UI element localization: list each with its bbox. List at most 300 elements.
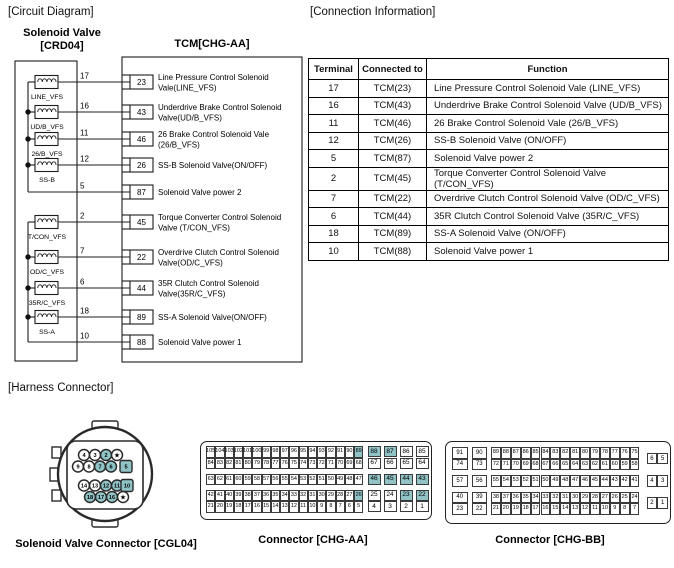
function-cell: Line Pressure Control Solenoid Vale (LINE_VFS) <box>427 80 669 98</box>
chg-aa-pin: 103 <box>225 446 234 458</box>
chg-bb-pin: 63 <box>580 459 590 471</box>
chg-bb-pin: 76 <box>620 447 630 459</box>
function-cell: Overdrive Clutch Control Solenoid Valve (OD/C_VFS) <box>427 190 669 208</box>
chg-bb-pin: 66 <box>550 459 560 471</box>
chg-aa-pin: 99 <box>262 446 271 458</box>
connected-to-cell: TCM(89) <box>359 225 427 243</box>
chg-aa-pin: 100 <box>252 446 261 458</box>
coil-label: 35R/C_VFS <box>28 300 66 307</box>
chg-bb-pin: 62 <box>590 459 600 471</box>
function-text: Valve(UD/B_VFS) <box>158 113 222 123</box>
chg-aa-pin: 24 <box>384 490 397 501</box>
chg-aa-pin: 28 <box>336 490 345 502</box>
chg-bb-pin: 15 <box>550 503 560 515</box>
chg-bb-pin: 24 <box>630 492 640 504</box>
chg-bb-pin: 42 <box>620 475 630 487</box>
chg-aa-pin: 14 <box>271 501 280 513</box>
chg-bb-pin: 34 <box>531 492 541 504</box>
function-text: (26/B_VFS) <box>158 140 200 150</box>
chg-bb-pin: 52 <box>521 475 531 487</box>
function-text: 35R Clutch Control Solenoid <box>158 279 259 288</box>
chg-aa-pin: 97 <box>280 446 289 458</box>
junction-dot <box>25 136 30 141</box>
chg-aa-pin: 73 <box>308 458 317 470</box>
chg-aa-pin: 71 <box>326 458 335 470</box>
solenoid-pin-number: 2 <box>80 211 85 221</box>
terminal-cell: 18 <box>309 225 359 243</box>
function-text: Vale(LINE_VFS) <box>158 83 217 93</box>
chg-bb-pin: 61 <box>600 459 610 471</box>
chg-aa-pin: 8 <box>326 501 335 513</box>
chg-bb-pin: 84 <box>541 447 551 459</box>
chg-bb-pin: 28 <box>590 492 600 504</box>
chg-aa-pin: 36 <box>262 490 271 502</box>
chg-bb-pin: 13 <box>570 503 580 515</box>
chg-bb-pin: 58 <box>630 459 640 471</box>
chg-bb-pin: 79 <box>590 447 600 459</box>
chg-aa-pin: 59 <box>243 474 252 486</box>
pin-number: 5 <box>124 464 128 471</box>
chg-bb-pin: 22 <box>472 503 488 515</box>
terminal-cell: 10 <box>309 243 359 261</box>
chg-bb-pin: 10 <box>600 503 610 515</box>
chg-aa-pin: 43 <box>416 474 429 485</box>
terminal-cell: 7 <box>309 190 359 208</box>
chg-bb-pin: 70 <box>511 459 521 471</box>
chg-aa-pin: 1 <box>416 501 429 512</box>
table-row <box>309 225 669 243</box>
pin-number: 9 <box>76 464 80 471</box>
chg-aa-pin: 12 <box>289 501 298 513</box>
chg-bb-pin: 16 <box>541 503 551 515</box>
chg-aa-pin: 15 <box>262 501 271 513</box>
chg-bb-pin: 26 <box>610 492 620 504</box>
chg-aa-pin: 62 <box>215 474 224 486</box>
tcm-pin-number: 89 <box>137 313 146 322</box>
chg-aa-pin: 67 <box>368 458 381 469</box>
function-text: Valve (T/CON_VFS) <box>158 223 230 233</box>
function-text: Valve(35R/C_VFS) <box>158 289 226 299</box>
table-row <box>309 150 669 168</box>
chg-aa-pin: 54 <box>289 474 298 486</box>
chg-aa-pin: 96 <box>289 446 298 458</box>
solenoid-pin-number: 11 <box>80 128 89 138</box>
chg-aa-pin: 83 <box>215 458 224 470</box>
chg-bb-pin: 21 <box>491 503 501 515</box>
chg-bb-pin: 33 <box>541 492 551 504</box>
table-row <box>309 115 669 133</box>
table-row <box>309 243 669 261</box>
chg-aa-pin: 18 <box>234 501 243 513</box>
chg-bb-pin: 9 <box>610 503 620 515</box>
chg-aa-pin: 58 <box>252 474 261 486</box>
connected-to-cell: TCM(87) <box>359 150 427 168</box>
function-cell: Torque Converter Control Solenoid Valve (T/CON_VFS) <box>427 167 669 190</box>
chg-bb-pin: 45 <box>590 475 600 487</box>
chg-bb-pin: 46 <box>580 475 590 487</box>
chg-bb-pin: 64 <box>570 459 580 471</box>
chg-bb-pin: 43 <box>610 475 620 487</box>
chg-bb-pin: 32 <box>550 492 560 504</box>
terminal-cell: 2 <box>309 167 359 190</box>
terminal-cell: 5 <box>309 150 359 168</box>
connection-information-heading: [Connection Information] <box>310 6 436 18</box>
chg-bb-pin: 81 <box>570 447 580 459</box>
chg-aa-pin: 34 <box>280 490 289 502</box>
chg-bb-pin: 56 <box>472 475 488 487</box>
chg-bb-connector-label: Connector [CHG-BB] <box>495 534 605 546</box>
tcm-box-title: TCM[CHG-AA] <box>174 38 250 50</box>
tcm-pin-number: 23 <box>137 78 146 87</box>
chg-aa-pin: 44 <box>400 474 413 485</box>
chg-bb-connector <box>445 441 671 524</box>
function-text: SS-B Solenoid Valve(ON/OFF) <box>158 161 268 170</box>
chg-bb-pin: 85 <box>531 447 541 459</box>
chg-aa-pin: 55 <box>280 474 289 486</box>
chg-aa-pin: 91 <box>336 446 345 458</box>
chg-aa-pin: 60 <box>234 474 243 486</box>
connected-to-cell: TCM(23) <box>359 80 427 98</box>
chg-aa-pin: 69 <box>345 458 354 470</box>
chg-bb-pin: 7 <box>630 503 640 515</box>
chg-bb-pin: 53 <box>511 475 521 487</box>
solenoid-pin-number: 6 <box>80 277 85 287</box>
chg-aa-pin: 41 <box>215 490 224 502</box>
chg-aa-pin: 72 <box>317 458 326 470</box>
chg-bb-pin: 57 <box>452 475 468 487</box>
connected-to-cell: TCM(45) <box>359 167 427 190</box>
chg-bb-pin: 69 <box>521 459 531 471</box>
chg-aa-pin: 92 <box>326 446 335 458</box>
table-row <box>309 190 669 208</box>
function-cell: 26 Brake Control Solenoid Vale (26/B_VFS) <box>427 115 669 133</box>
chg-bb-pin: 38 <box>491 492 501 504</box>
chg-aa-pin: 79 <box>252 458 261 470</box>
function-text: Underdrive Brake Control Solenoid <box>158 103 282 112</box>
pin-number: 13 <box>91 483 99 490</box>
chg-aa-pin: 77 <box>271 458 280 470</box>
chg-bb-pin: 11 <box>590 503 600 515</box>
chg-aa-pin: 2 <box>400 501 413 512</box>
chg-aa-pin: 85 <box>416 446 429 457</box>
solenoid-pin-number: 16 <box>80 101 89 111</box>
chg-bb-pin: 65 <box>560 459 570 471</box>
function-text: 26 Brake Control Solenoid Vale <box>158 130 270 139</box>
chg-aa-connector <box>200 441 432 520</box>
chg-aa-pin: 7 <box>336 501 345 513</box>
tcm-pin-number: 88 <box>137 338 146 347</box>
pin-number: 2 <box>104 453 108 460</box>
chg-bb-pin: 60 <box>610 459 620 471</box>
left-tab <box>52 490 61 501</box>
chg-bb-pin: 3 <box>657 475 668 487</box>
chg-bb-pin: 31 <box>560 492 570 504</box>
chg-aa-pin: 80 <box>243 458 252 470</box>
chg-aa-pin: 68 <box>354 458 363 470</box>
function-text: Line Pressure Control Solenoid <box>158 73 269 82</box>
chg-aa-connector-label: Connector [CHG-AA] <box>258 534 368 546</box>
terminal-cell: 12 <box>309 132 359 150</box>
function-text: Overdrive Clutch Control Solenoid <box>158 248 279 257</box>
chg-bb-pin: 80 <box>580 447 590 459</box>
chg-aa-pin: 78 <box>262 458 271 470</box>
coil-winding <box>38 254 56 257</box>
coil-label: SS-B <box>39 177 55 184</box>
function-cell: SS-A Solenoid Valve (ON/OFF) <box>427 225 669 243</box>
chg-aa-pin: 21 <box>206 501 215 513</box>
pin-number: 12 <box>102 483 110 490</box>
pin-number: 14 <box>80 483 88 490</box>
table-row <box>309 167 669 190</box>
chg-aa-pin: 105 <box>206 446 215 458</box>
function-text: SS-A Solenoid Valve(ON/OFF) <box>158 313 267 322</box>
pin-number: 3 <box>93 453 97 460</box>
chg-aa-pin: 48 <box>345 474 354 486</box>
chg-bb-pin: 44 <box>600 475 610 487</box>
table-row <box>309 208 669 226</box>
table-row <box>309 132 669 150</box>
chg-aa-pin: 50 <box>326 474 335 486</box>
function-cell: Underdrive Brake Control Solenoid Valve (UD/B_VFS) <box>427 97 669 115</box>
circuit-diagram-heading: [Circuit Diagram] <box>8 6 94 18</box>
chg-aa-pin: 74 <box>299 458 308 470</box>
function-text: Valve(OD/C_VFS) <box>158 258 223 268</box>
chg-bb-pin: 74 <box>452 459 468 471</box>
coil-winding <box>38 79 56 82</box>
chg-bb-pin: 47 <box>570 475 580 487</box>
solenoid-pin-number: 7 <box>80 246 85 256</box>
chg-aa-pin: 26 <box>354 490 363 502</box>
chg-aa-pin: 6 <box>345 501 354 513</box>
chg-bb-pin: 39 <box>472 492 488 504</box>
chg-aa-pin: 31 <box>308 490 317 502</box>
chg-bb-pin: 83 <box>550 447 560 459</box>
pin-number: 6 <box>109 464 113 471</box>
chg-bb-pin: 18 <box>521 503 531 515</box>
chg-bb-pin: 27 <box>600 492 610 504</box>
coil-winding <box>38 314 56 317</box>
coil-label: UD/B_VFS <box>30 124 64 131</box>
chg-aa-pin: 87 <box>384 446 397 457</box>
chg-bb-pin: 2 <box>647 497 658 509</box>
chg-aa-pin: 22 <box>416 490 429 501</box>
chg-bb-pin: 29 <box>580 492 590 504</box>
pin-number: 17 <box>97 495 105 502</box>
chg-aa-pin: 56 <box>271 474 280 486</box>
chg-bb-pin: 51 <box>531 475 541 487</box>
coil-winding <box>38 162 56 165</box>
function-text: Torque Converter Control Solenoid <box>158 213 282 222</box>
tcm-pin-number: 46 <box>137 135 146 144</box>
chg-aa-pin: 33 <box>289 490 298 502</box>
chg-bb-pin: 75 <box>630 447 640 459</box>
function-text: Solenoid Valve power 1 <box>158 338 242 347</box>
chg-bb-pin: 4 <box>647 475 658 487</box>
table-header-row <box>309 59 669 80</box>
chg-bb-pin: 91 <box>452 447 468 459</box>
coil-label: SS-A <box>39 329 55 336</box>
chg-bb-pin: 6 <box>647 453 658 465</box>
solenoid-pin-number: 5 <box>80 181 85 191</box>
chg-aa-pin: 39 <box>234 490 243 502</box>
chg-bb-pin: 77 <box>610 447 620 459</box>
chg-bb-pin: 19 <box>511 503 521 515</box>
chg-aa-pin: 88 <box>368 446 381 457</box>
chg-aa-pin: 52 <box>308 474 317 486</box>
chg-aa-pin: 47 <box>354 474 363 486</box>
chg-bb-pin: 8 <box>620 503 630 515</box>
chg-bb-pin: 1 <box>657 497 668 509</box>
chg-aa-pin: 46 <box>368 474 381 485</box>
junction-dot <box>25 109 30 114</box>
chg-aa-pin: 63 <box>206 474 215 486</box>
connection-info-table <box>308 58 669 261</box>
chg-bb-pin: 67 <box>541 459 551 471</box>
junction-dot <box>25 285 30 290</box>
terminal-cell: 6 <box>309 208 359 226</box>
chg-aa-pin: 89 <box>354 446 363 458</box>
chg-aa-pin: 29 <box>326 490 335 502</box>
chg-bb-pin: 86 <box>521 447 531 459</box>
chg-bb-pin: 71 <box>501 459 511 471</box>
chg-aa-pin: 94 <box>308 446 317 458</box>
tcm-pin-number: 87 <box>137 188 146 197</box>
terminal-cell: 17 <box>309 80 359 98</box>
chg-bb-pin: 36 <box>511 492 521 504</box>
function-cell: Solenoid Valve power 1 <box>427 243 669 261</box>
pin-number: 18 <box>86 495 94 502</box>
function-text: Solenoid Valve power 2 <box>158 188 242 197</box>
chg-aa-pin: 16 <box>252 501 261 513</box>
left-tab <box>52 447 61 458</box>
tcm-pin-number: 22 <box>137 253 146 262</box>
chg-aa-pin: 70 <box>336 458 345 470</box>
junction-dot <box>25 254 30 259</box>
circuit-diagram-svg <box>0 0 320 380</box>
chg-aa-pin: 10 <box>308 501 317 513</box>
terminal-cell: 11 <box>309 115 359 133</box>
chg-aa-pin: 66 <box>384 458 397 469</box>
pin-number: 4 <box>82 453 86 460</box>
chg-bb-pin: 88 <box>501 447 511 459</box>
coil-label: LINE_VFS <box>30 94 64 101</box>
chg-bb-pin: 35 <box>521 492 531 504</box>
chg-aa-pin: 101 <box>243 446 252 458</box>
tcm-pin-number: 45 <box>137 218 146 227</box>
cgl04-connector-label: Solenoid Valve Connector [CGL04] <box>15 538 197 550</box>
chg-aa-pin: 37 <box>252 490 261 502</box>
coil-winding <box>38 136 56 139</box>
chg-bb-pin: 68 <box>531 459 541 471</box>
pin-number: 16 <box>108 495 116 502</box>
pin-number: 8 <box>87 464 91 471</box>
chg-aa-pin: 102 <box>234 446 243 458</box>
chg-aa-pin: 61 <box>225 474 234 486</box>
table-row <box>309 80 669 98</box>
star-pin-icon: ★ <box>113 452 121 460</box>
chg-aa-pin: 27 <box>345 490 354 502</box>
chg-aa-pin: 11 <box>299 501 308 513</box>
tcm-pin-number: 43 <box>137 108 146 117</box>
solenoid-pin-number: 18 <box>80 306 89 316</box>
chg-bb-pin: 30 <box>570 492 580 504</box>
cgl04-connector-svg <box>40 413 170 535</box>
chg-bb-pin: 50 <box>541 475 551 487</box>
chg-bb-pin: 14 <box>560 503 570 515</box>
coil-label: T/CON_VFS <box>27 234 67 241</box>
chg-aa-pin: 45 <box>384 474 397 485</box>
chg-bb-pin: 72 <box>491 459 501 471</box>
chg-aa-pin: 49 <box>336 474 345 486</box>
coil-winding <box>38 285 56 288</box>
connected-to-cell: TCM(88) <box>359 243 427 261</box>
connected-to-cell: TCM(44) <box>359 208 427 226</box>
chg-bb-pin: 90 <box>472 447 488 459</box>
pin-number: 10 <box>123 483 131 490</box>
chg-aa-pin: 9 <box>317 501 326 513</box>
terminal-cell: 16 <box>309 97 359 115</box>
chg-bb-pin: 73 <box>472 459 488 471</box>
table-row <box>309 97 669 115</box>
junction-dot <box>25 162 30 167</box>
chg-aa-pin: 81 <box>234 458 243 470</box>
chg-aa-pin: 32 <box>299 490 308 502</box>
chg-bb-pin: 23 <box>452 503 468 515</box>
star-pin-icon: ★ <box>119 494 127 502</box>
col-header-connected-to: Connected to <box>359 59 427 80</box>
chg-bb-pin: 25 <box>620 492 630 504</box>
chg-bb-pin: 41 <box>630 475 640 487</box>
coil-label: 26/B_VFS <box>31 151 63 158</box>
chg-aa-pin: 19 <box>225 501 234 513</box>
chg-bb-pin: 89 <box>491 447 501 459</box>
solenoid-pin-number: 12 <box>80 154 89 164</box>
chg-bb-pin: 54 <box>501 475 511 487</box>
solenoid-pin-number: 10 <box>80 331 89 341</box>
chg-aa-pin: 30 <box>317 490 326 502</box>
col-header-function: Function <box>427 59 669 80</box>
coil-winding <box>38 109 56 112</box>
solenoid-valve-title-line1: Solenoid Valve <box>23 27 101 39</box>
chg-bb-pin: 82 <box>560 447 570 459</box>
chg-aa-pin: 42 <box>206 490 215 502</box>
chg-aa-pin: 38 <box>243 490 252 502</box>
chg-aa-pin: 35 <box>271 490 280 502</box>
chg-bb-pin: 40 <box>452 492 468 504</box>
tcm-pin-number: 26 <box>137 161 146 170</box>
chg-aa-pin: 64 <box>416 458 429 469</box>
chg-aa-pin: 13 <box>280 501 289 513</box>
chg-aa-pin: 51 <box>317 474 326 486</box>
chg-aa-pin: 75 <box>289 458 298 470</box>
chg-aa-pin: 57 <box>262 474 271 486</box>
chg-aa-pin: 93 <box>317 446 326 458</box>
chg-bb-pin: 20 <box>501 503 511 515</box>
pin-number: 11 <box>114 483 120 490</box>
solenoid-valve-title-line2: [CRD04] <box>40 40 84 53</box>
chg-bb-pin: 87 <box>511 447 521 459</box>
chg-aa-pin: 98 <box>271 446 280 458</box>
chg-bb-pin: 12 <box>580 503 590 515</box>
chg-bb-pin: 49 <box>550 475 560 487</box>
chg-aa-pin: 84 <box>206 458 215 470</box>
harness-connector-heading: [Harness Connector] <box>8 382 114 394</box>
function-cell: SS-B Solenoid Valve (ON/OFF) <box>427 132 669 150</box>
chg-aa-pin: 3 <box>384 501 397 512</box>
chg-aa-pin: 65 <box>400 458 413 469</box>
chg-aa-pin: 17 <box>243 501 252 513</box>
chg-bb-pin: 55 <box>491 475 501 487</box>
